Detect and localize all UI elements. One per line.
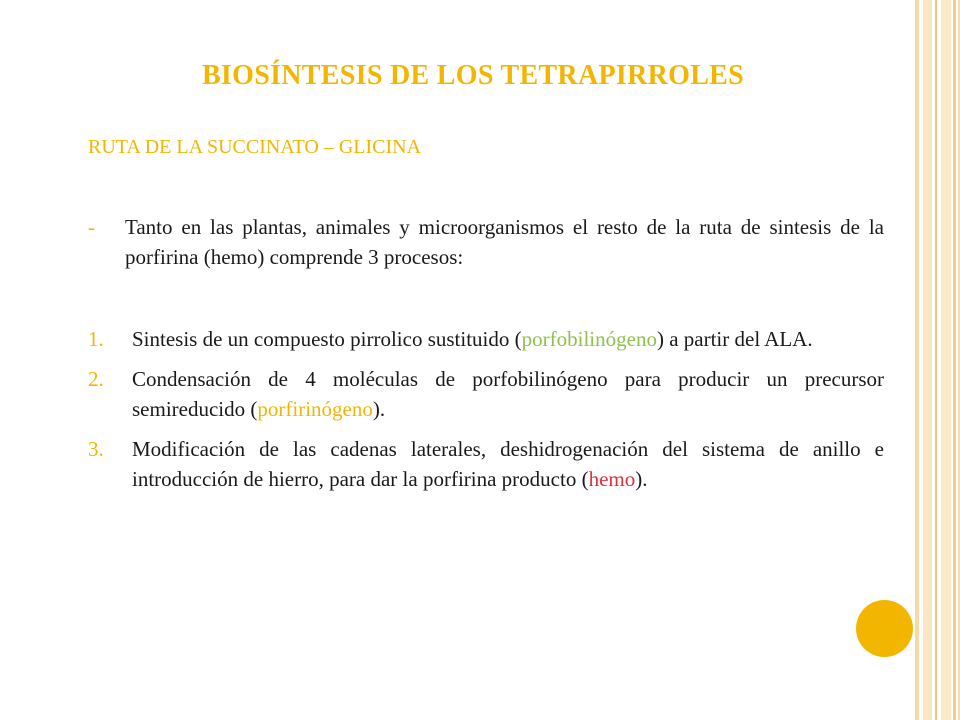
decorative-circle [856, 600, 913, 657]
highlight-term: hemo [588, 467, 636, 491]
decorative-stripes [915, 0, 960, 720]
item-number: 3. [88, 437, 104, 461]
highlight-term: porfobilinógeno [521, 327, 657, 351]
item-text: Condensación de 4 moléculas de porfobilinógeno para producir un precursor semireducido (porfirinógeno). [132, 367, 884, 421]
list-item [88, 434, 884, 494]
intro-paragraph [88, 212, 884, 272]
intro-bullet: - [88, 215, 95, 239]
list-item [88, 364, 884, 424]
process-list [88, 324, 884, 504]
slide-title: BIOSÍNTESIS DE LOS TETRAPIRROLES [201, 60, 745, 91]
intro-text: Tanto en las plantas, animales y microorganismos el resto de la ruta de sintesis de la porfirina (hemo) comprende 3 procesos: [125, 215, 884, 269]
item-number: 2. [88, 367, 104, 391]
list-item [88, 324, 884, 354]
slide-subtitle: RUTA DE LA SUCCINATO – GLICINA [88, 136, 422, 158]
item-text: Sintesis de un compuesto pirrolico sustituido (porfobilinógeno) a partir del ALA. [132, 327, 813, 351]
item-number: 1. [88, 327, 104, 351]
highlight-term: porfirinógeno [257, 397, 373, 421]
item-text: Modificación de las cadenas laterales, deshidrogenación del sistema de anillo e introducción de hierro, para dar la porfirina producto (hemo). [132, 437, 884, 491]
